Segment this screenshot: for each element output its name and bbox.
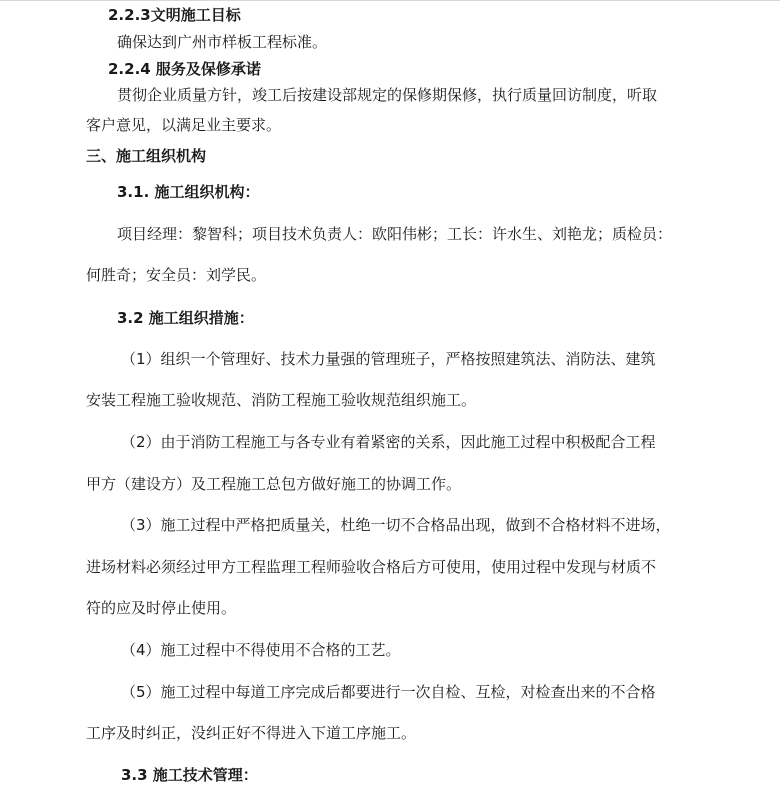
paragraph-line: 客户意见，以满足业主要求。: [86, 116, 282, 134]
list-item-3-cont: 进场材料必须经过甲方工程监理工程师验收合格后方可使用，使用过程中发现与材质不: [86, 558, 657, 576]
paragraph-line: 项目经理：黎智科；项目技术负责人：欧阳伟彬；工长：许水生、刘艳龙；质检员：: [117, 225, 673, 243]
heading-3-3: 3.3 施工技术管理：: [121, 766, 258, 784]
list-item-1: （1）组织一个管理好、技术力量强的管理班子，严格按照建筑法、消防法、建筑: [121, 350, 656, 368]
list-item-3-cont: 符的应及时停止使用。: [86, 599, 237, 617]
heading-2-2-3: 2.2.3文明施工目标: [108, 6, 241, 24]
section-heading-3: 三、施工组织机构: [86, 147, 207, 165]
heading-3-2: 3.2 施工组织措施：: [117, 309, 254, 327]
list-item-1-cont: 安装工程施工验收规范、消防工程施工验收规范组织施工。: [86, 391, 477, 409]
list-item-2-cont: 甲方（建设方）及工程施工总包方做好施工的协调工作。: [86, 475, 462, 493]
paragraph-line: 何胜奇；安全员：刘学民。: [86, 266, 267, 284]
paragraph-line: 贯彻企业质量方针，竣工后按建设部规定的保修期保修，执行质量回访制度，听取: [117, 86, 658, 104]
list-item-2: （2）由于消防工程施工与各专业有着紧密的关系，因此施工过程中积极配合工程: [121, 433, 656, 451]
heading-3-1: 3.1. 施工组织机构：: [117, 183, 260, 201]
list-item-3: （3）施工过程中严格把质量关，杜绝一切不合格品出现，做到不合格材料不进场，: [121, 516, 671, 534]
paragraph-line: 确保达到广州市样板工程标准。: [117, 33, 328, 51]
list-item-5: （5）施工过程中每道工序完成后都要进行一次自检、互检，对检查出来的不合格: [121, 683, 656, 701]
list-item-5-cont: 工序及时纠正，没纠正好不得进入下道工序施工。: [86, 724, 417, 742]
list-item-4: （4）施工过程中不得使用不合格的工艺。: [121, 641, 401, 659]
heading-2-2-4: 2.2.4 服务及保修承诺: [108, 60, 261, 78]
